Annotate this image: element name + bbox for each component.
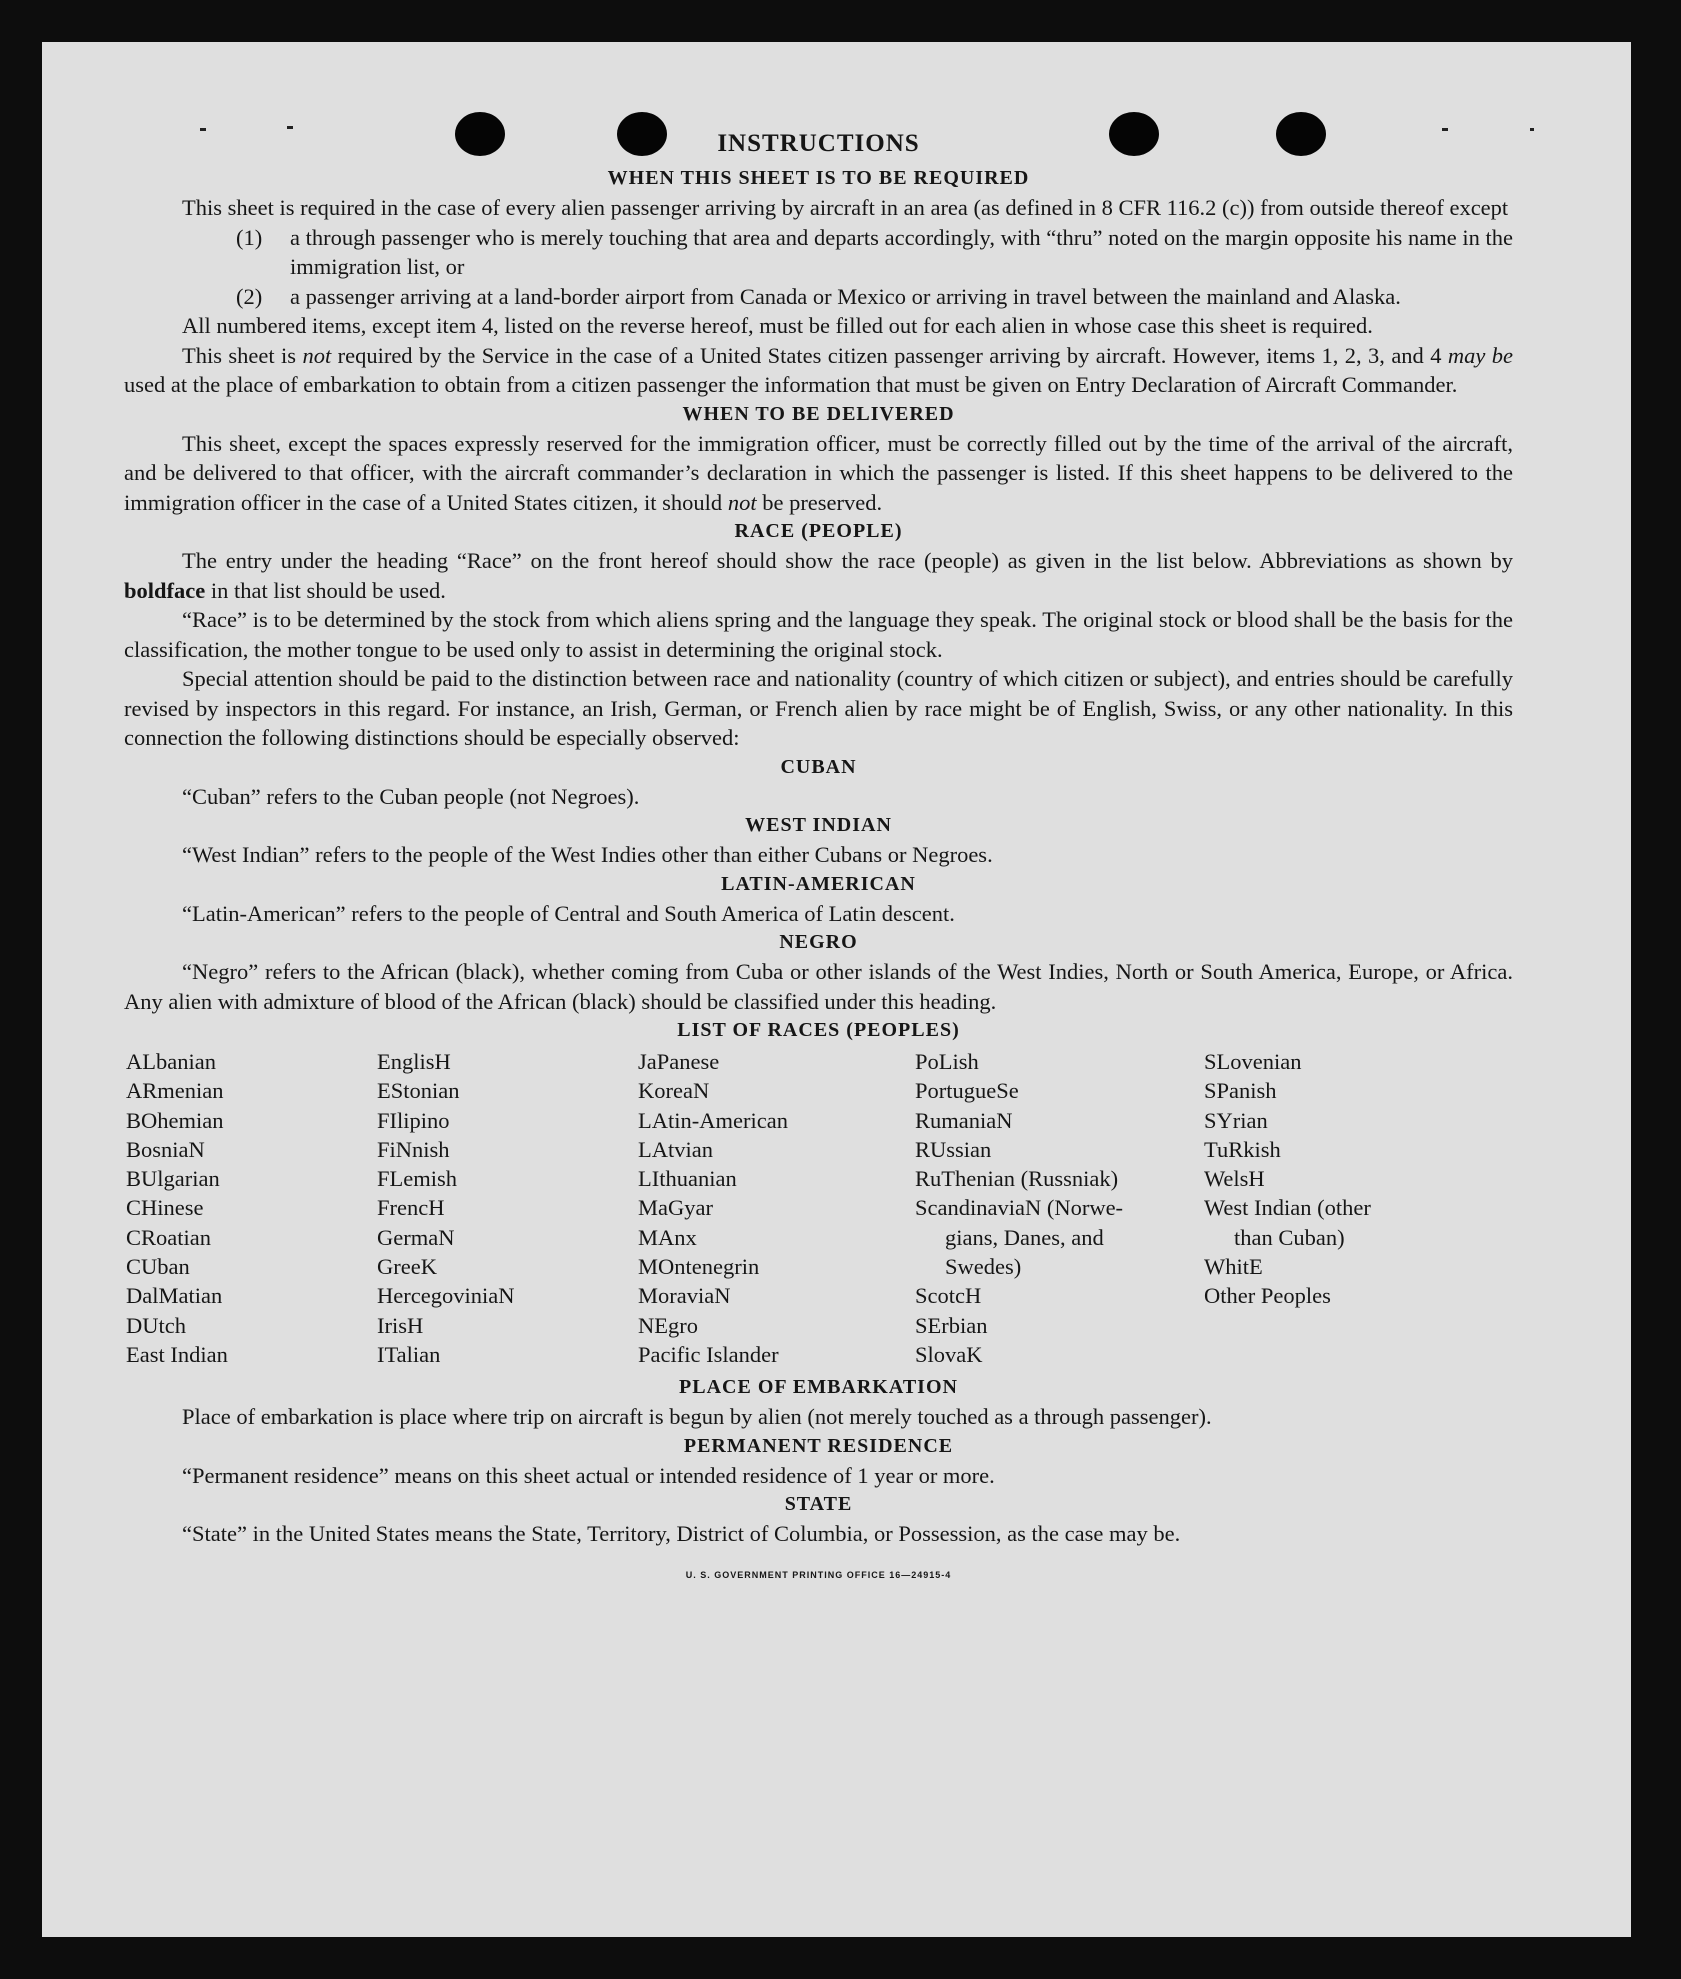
page-title: INSTRUCTIONS [717, 130, 920, 157]
race-entry: NEgro [638, 1312, 698, 1338]
races-column [915, 1047, 1204, 1369]
paragraph: “Latin-American” refers to the people of Central and South America of Latin descent. [182, 900, 955, 926]
race-entry: WelsH [1204, 1166, 1265, 1192]
race-entry: LAtin-American [638, 1107, 788, 1133]
punch-hole-1 [455, 112, 505, 156]
race-entry: RumaniaN [915, 1107, 1013, 1133]
race-entry: MOntenegrin [638, 1254, 760, 1280]
heading-delivered: WHEN TO BE DELIVERED [682, 402, 955, 425]
heading-required: WHEN THIS SHEET IS TO BE REQUIRED [607, 167, 1030, 189]
race-entry: MAnx [638, 1224, 697, 1250]
item-text: a through passenger who is merely touching that area and departs accordingly, with “thru” noted on the margin opposite his name in the immigration list, or [290, 224, 1513, 279]
heading-negro: NEGRO [779, 931, 858, 953]
heading-latin-american: LATIN-AMERICAN [721, 872, 916, 895]
punch-hole-3 [1109, 112, 1159, 156]
race-entry: EStonian [377, 1078, 460, 1104]
race-entry: KoreaN [638, 1078, 710, 1104]
race-entry: SPanish [1204, 1078, 1277, 1104]
races-column [377, 1047, 638, 1369]
paragraph: “Permanent residence” means on this sheet actual or intended residence of 1 year or more. [182, 1462, 995, 1488]
race-entry: SLovenian [1204, 1049, 1302, 1074]
text-run: be preserved. [756, 489, 883, 515]
heading-permanent-residence: PERMANENT RESIDENCE [683, 1434, 954, 1457]
document-page [42, 42, 1631, 1937]
paragraph: Special attention should be paid to the distinction between race and nationality (country of which citizen or subject), and entries should be carefully revised by inspectors in this regard. For instance, an Irish, German, or French alien by race might be of English, Swiss, or any other nationality. In this connection the following distinctions should be especially observed: [124, 666, 1513, 750]
race-entry: ARmenian [126, 1078, 224, 1104]
paragraph [124, 429, 1513, 518]
race-entry: Other Peoples [1204, 1283, 1331, 1309]
race-entry: MoraviaN [638, 1283, 731, 1309]
race-entry: FiNnish [377, 1136, 450, 1162]
text-run: used at the place of embarkation to obtain from a citizen passenger the information that must be given on Entry Declaration of Aircraft Commander. [124, 372, 1458, 397]
heading-cuban: CUBAN [780, 755, 857, 778]
text-run: in that list should be used. [205, 577, 446, 603]
race-entry: BOhemian [126, 1107, 224, 1133]
race-entry: EnglisH [377, 1049, 451, 1074]
paragraph: All numbered items, except item 4, listed on the reverse hereof, must be filled out for each alien in whose case this sheet is required. [182, 313, 1373, 338]
paragraph [124, 546, 1513, 605]
paragraph: “State” in the United States means the State, Territory, District of Columbia, or Possession, as the case may be. [182, 1521, 1181, 1547]
race-entry: ITalian [377, 1341, 441, 1367]
race-entry: Pacific Islander [638, 1341, 779, 1367]
paragraph [124, 341, 1513, 400]
race-entry: BosniaN [126, 1136, 205, 1162]
punch-hole-4 [1276, 112, 1326, 156]
race-entry: SErbian [915, 1312, 988, 1338]
italic-run: not [302, 342, 332, 368]
speck [200, 128, 206, 131]
races-column [126, 1047, 377, 1369]
item-number: (2) [236, 283, 263, 309]
race-entry: ScotcH [915, 1283, 982, 1309]
race-entry: PortugueSe [915, 1078, 1019, 1104]
italic-run: may be [1447, 342, 1513, 368]
race-entry-continued: than Cuban) [1234, 1224, 1345, 1250]
race-entry: LAtvian [638, 1136, 713, 1162]
race-entry: GermaN [377, 1224, 455, 1250]
race-entry: CHinese [126, 1195, 204, 1221]
race-entry: PoLish [915, 1049, 979, 1074]
punch-hole-2 [617, 112, 667, 156]
race-entry: HercegoviniaN [377, 1283, 515, 1309]
list-item [236, 223, 1513, 282]
paragraph: Place of embarkation is place where trip on aircraft is begun by alien (not merely touched as a through passenger). [182, 1404, 1212, 1430]
text-run: This sheet, except the spaces expressly reserved for the immigration officer, must be correctly filled out by the time of the arrival of the aircraft, and be delivered to that officer, with the aircraft commander’s declaration in which the passenger is listed. If this sheet happens to be delivered to the immigration officer in the case of a United States citizen, it should [124, 430, 1513, 515]
race-entry: ALbanian [126, 1049, 216, 1074]
paragraph: “West Indian” refers to the people of the West Indies other than either Cubans or Negroes. [182, 842, 993, 867]
race-entry: DUtch [126, 1312, 186, 1338]
race-entry: FIlipino [377, 1107, 450, 1133]
race-entry: FLemish [377, 1166, 458, 1192]
text-run: This sheet is [182, 342, 303, 368]
race-entry: SYrian [1204, 1107, 1268, 1133]
heading-embarkation: PLACE OF EMBARKATION [679, 1376, 958, 1399]
race-entry: WhitE [1204, 1254, 1263, 1280]
race-entry: GreeK [377, 1254, 437, 1280]
race-entry: ScandinaviaN (Norwe- [915, 1195, 1124, 1221]
race-entry: JaPanese [638, 1049, 720, 1074]
heading-state: STATE [784, 1493, 853, 1516]
race-entry: MaGyar [638, 1195, 713, 1221]
heading-list-of-races: LIST OF RACES (PEOPLES) [677, 1019, 960, 1041]
bold-run: boldface [124, 577, 206, 603]
text-run: required by the Service in the case of a United States citizen passenger arriving by aircraft. However, items 1, 2, 3, and 4 [331, 342, 1448, 368]
text-run: The entry under the heading “Race” on the front hereof should show the race (people) as given in the list below. Abbreviations as shown by [182, 548, 1513, 573]
item-text: a passenger arriving at a land-border airport from Canada or Mexico or arriving in travel between the mainland and Alaska. [290, 283, 1401, 309]
list-item [236, 282, 1513, 312]
race-entry: CUban [126, 1254, 190, 1280]
printer-imprint: U. S. GOVERNMENT PRINTING OFFICE 16—24915-4 [685, 1569, 952, 1580]
speck [1442, 128, 1448, 131]
paragraph: This sheet is required in the case of every alien passenger arriving by aircraft in an area (as defined in 8 CFR 116.2 (c)) from outside thereof except [182, 195, 1509, 220]
paragraph: “Cuban” refers to the Cuban people (not Negroes). [182, 783, 640, 809]
heading-race: RACE (PEOPLE) [734, 520, 903, 542]
instructions-body [124, 128, 1513, 1590]
race-entry: East Indian [126, 1341, 228, 1367]
race-entry-continued: Swedes) [945, 1254, 1022, 1280]
paragraph: “Negro” refers to the African (black), whether coming from Cuba or other islands of the West Indies, North or South America, Europe, or Africa. Any alien with admixture of blood of the African (black) should be classified under this heading. [124, 959, 1513, 1014]
heading-west-indian: WEST INDIAN [745, 814, 892, 836]
race-entry: IrisH [377, 1312, 424, 1338]
item-number: (1) [236, 224, 263, 250]
race-entry: DalMatian [126, 1283, 223, 1309]
race-entry: BUlgarian [126, 1166, 220, 1192]
speck [287, 126, 293, 129]
race-entry: FrencH [377, 1195, 445, 1221]
race-entry: RUssian [915, 1136, 992, 1162]
speck [1530, 128, 1534, 131]
races-column [1204, 1047, 1464, 1369]
race-entry: RuThenian (Russniak) [915, 1166, 1119, 1192]
race-entry: CRoatian [126, 1224, 211, 1250]
race-entry: LIthuanian [638, 1166, 737, 1192]
italic-run: not [727, 489, 757, 515]
race-entry-continued: gians, Danes, and [945, 1224, 1104, 1250]
race-entry: West Indian (other [1204, 1195, 1371, 1221]
race-entry: SlovaK [915, 1341, 983, 1367]
races-column [638, 1047, 915, 1369]
race-entry: TuRkish [1204, 1136, 1281, 1162]
paragraph: “Race” is to be determined by the stock from which aliens spring and the language they speak. The original stock or blood shall be the basis for the classification, the mother tongue to be used only to assist in determining the original stock. [124, 607, 1513, 662]
races-list [126, 1047, 1513, 1369]
